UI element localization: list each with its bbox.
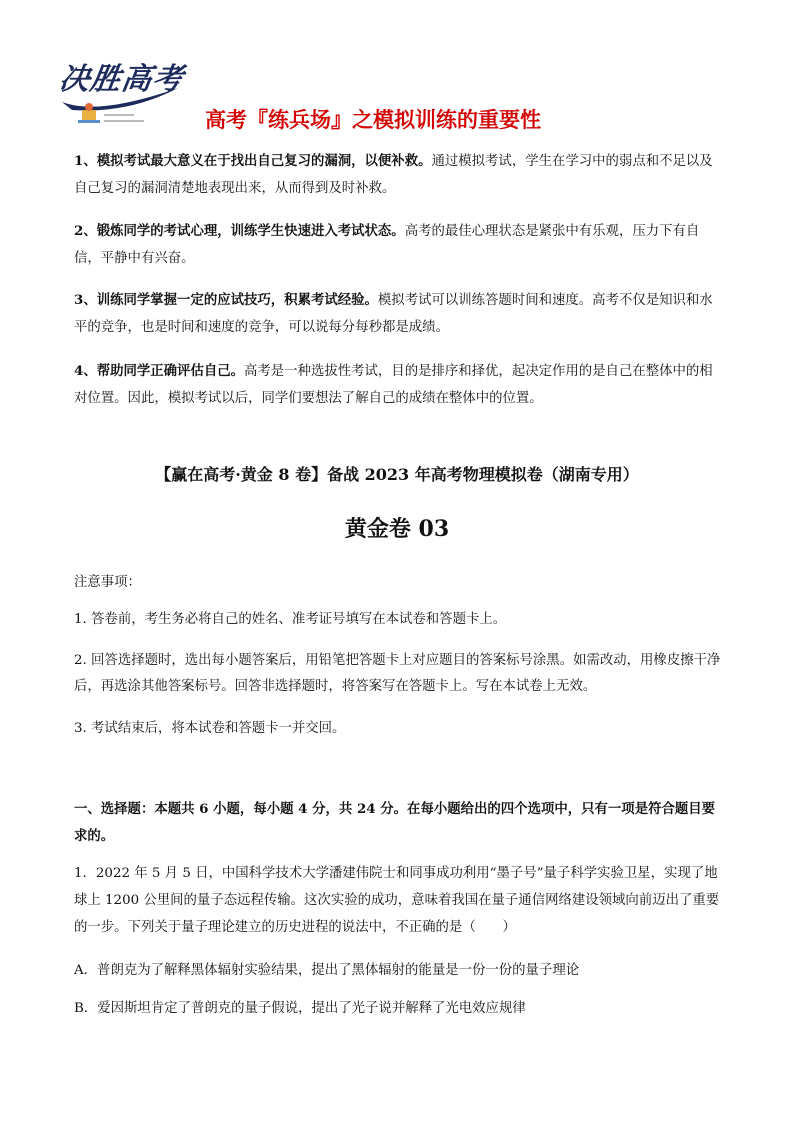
notice-heading: 注意事项：: [74, 575, 141, 590]
importance-item-2: 2、锻炼同学的考试心理，训练学生快速进入考试状态。高考的最佳心理状态是紧张中有乐观，压力下有自信，平静中有兴奋。: [74, 223, 700, 266]
exam-title: 【赢在高考·黄金 8 卷】备战 2023 年高考物理模拟卷（湖南专用）: [155, 465, 639, 484]
notice-item-2: 2. 回答选择题时，选出每小题答案后，用铅笔把答题卡上对应题目的答案标号涂黑。如需改动，用橡皮擦干净后，再选涂其他答案标号。回答非选择题时，将答案写在答题卡上。写在本试卷上无效。: [74, 653, 721, 694]
notice-item-3: 3. 考试结束后，将本试卷和答题卡一并交回。: [74, 721, 346, 736]
exam-subtitle: 黄金卷 03: [344, 516, 450, 542]
logo-swoosh-icon: [58, 80, 188, 130]
importance-item-4: 4、帮助同学正确评估自己。高考是一种选拔性考试，目的是排序和择优，起决定作用的是自己在整体中的相对位置。因此，模拟考试以后，同学们要想法了解自己的成绩在整体中的位置。: [74, 363, 713, 406]
notice-item-1: 1. 答卷前，考生务必将自己的姓名、准考证号填写在本试卷和答题卡上。: [74, 612, 507, 627]
importance-item-1: 1、模拟考试最大意义在于找出自己复习的漏洞，以便补救。通过模拟考试，学生在学习中的弱点和不足以及自己复习的漏洞清楚地表现出来，从而得到及时补救。: [74, 153, 713, 196]
question-1-option-b: B．爱因斯坦肯定了普朗克的量子假说，提出了光子说并解释了光电效应规律: [74, 1001, 526, 1016]
importance-item-3: 3、训练同学掌握一定的应试技巧，积累考试经验。模拟考试可以训练答题时间和速度。高考不仅是知识和水平的竞争，也是时间和速度的竞争，可以说每分每秒都是成绩。: [74, 292, 713, 335]
logo-text: 决胜高考: [57, 62, 186, 97]
banner-title: 高考『练兵场』之模拟训练的重要性: [205, 108, 541, 132]
question-1-text: 1．2022 年 5 月 5 日，中国科学技术大学潘建伟院士和同事成功利用“墨子号”量子科学实验卫星，实现了地球上 1200 公里间的量子态远程传输。这次实验的成功，意味着我国在量子通信网络建设领域向前迈出了重要的一步。下列关于量子理论建立的历史进程的说法中，不正确的是（ ）: [74, 866, 720, 935]
logo: [58, 54, 188, 130]
question-1-option-a: A．普朗克为了解释黑体辐射实验结果，提出了黑体辐射的能量是一份一份的量子理论: [74, 963, 580, 978]
section-heading: 一、选择题：本题共 6 小题，每小题 4 分，共 24 分。在每小题给出的四个选项中，只有一项是符合题目要求的。: [74, 801, 716, 844]
